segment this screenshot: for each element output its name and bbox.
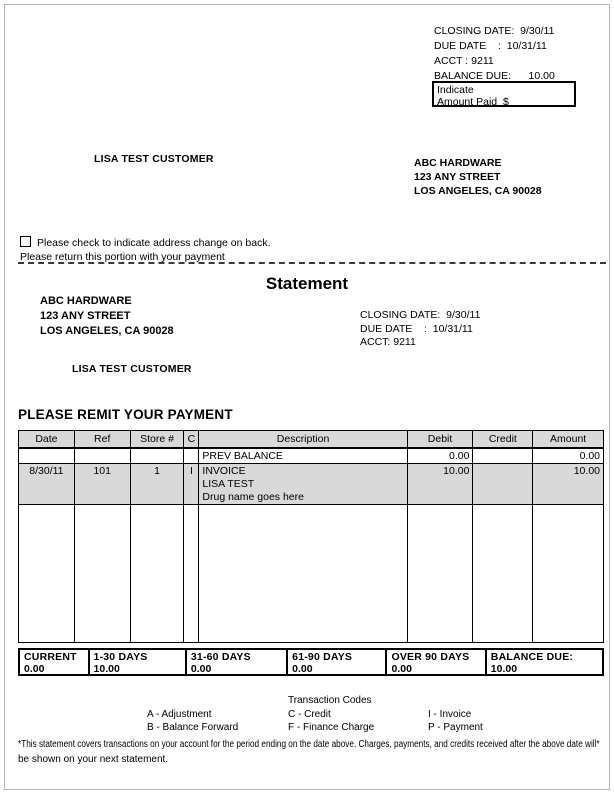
company-address-line: LOS ANGELES, CA 90028 [40, 325, 174, 337]
cell-description: PREV BALANCE [199, 449, 407, 463]
remit-payment-heading: PLEASE REMIT YOUR PAYMENT [18, 407, 233, 422]
aging-value: 0.00 [292, 663, 313, 675]
footnote-line2: be shown on your next statement. [18, 754, 169, 765]
return-portion-label: Please return this portion with your payment [20, 251, 225, 263]
aging-balance-due [487, 650, 602, 674]
cell-code [184, 449, 199, 463]
aging-over-90 [387, 650, 486, 674]
cell-store [131, 449, 185, 463]
aging-value: 10.00 [490, 663, 518, 675]
amount-paid-box[interactable] [432, 81, 576, 107]
cell-code: I [184, 464, 199, 504]
transaction-code: B - Balance Forward [147, 722, 239, 733]
cell-amount: 0.00 [579, 450, 600, 462]
transactions-table [18, 430, 604, 643]
cell-date [19, 449, 75, 463]
cell-date: 8/30/11 [19, 464, 75, 504]
col-header-amount: Amount [550, 433, 587, 445]
statement-closing-date: CLOSING DATE: 9/30/11 [360, 309, 481, 321]
cell-ref [75, 449, 131, 463]
cell-debit: 10.00 [408, 464, 474, 504]
transaction-codes-column [428, 708, 483, 734]
table-row [19, 464, 603, 505]
aging-61-90 [288, 650, 387, 674]
aging-value: 0.00 [24, 663, 45, 675]
stub-due-date: DUE DATE : 10/31/11 [434, 40, 547, 52]
amount-paid-label-line1: Indicate [437, 84, 474, 96]
aging-label: BALANCE DUE: [490, 651, 574, 663]
col-header-credit: Credit [473, 431, 533, 447]
remit-to-address [414, 156, 542, 198]
transaction-code: I - Invoice [428, 709, 472, 720]
tear-off-dashed-line [18, 262, 606, 264]
aging-label: CURRENT [24, 651, 77, 663]
footnote-line1: *This statement covers transactions on your account for the period ending on the date above. Charges, payments, and credits received after the above date will* [18, 739, 600, 750]
description-line: Drug name goes here [202, 491, 304, 503]
transaction-code: F - Finance Charge [288, 722, 375, 733]
description-line: LISA TEST [202, 478, 255, 490]
stub-account-number: ACCT : 9211 [434, 55, 494, 67]
table-row [19, 449, 603, 464]
address-change-checkbox[interactable] [20, 236, 31, 247]
statement-account-info [360, 309, 480, 350]
table-empty-row [19, 505, 603, 642]
cell-description [199, 464, 407, 504]
aging-summary-row [18, 648, 604, 676]
aging-value: 0.00 [391, 663, 412, 675]
stub-customer-name: LISA TEST CUSTOMER [94, 153, 214, 165]
transaction-codes-column [147, 708, 238, 734]
col-header-description: Description [199, 431, 407, 447]
aging-label: 1-30 DAYS [93, 651, 148, 663]
description-line: INVOICE [202, 465, 246, 477]
address-change-row [20, 236, 270, 249]
transaction-codes-title: Transaction Codes [288, 695, 372, 706]
stub-balance-due: BALANCE DUE: 10.00 [434, 70, 555, 82]
aging-1-30 [90, 650, 187, 674]
company-address-line: 123 ANY STREET [40, 310, 131, 322]
transaction-code: A - Adjustment [147, 709, 212, 720]
aging-label: 31-60 DAYS [190, 651, 251, 663]
cell-amount: 10.00 [573, 465, 600, 477]
aging-label: 61-90 DAYS [292, 651, 353, 663]
table-header-row [19, 431, 603, 449]
page-title: Statement [265, 274, 349, 293]
aging-31-60 [187, 650, 288, 674]
col-header-store: Store # [131, 431, 185, 447]
transaction-code: C - Credit [288, 709, 331, 720]
aging-value: 10.00 [93, 663, 120, 675]
col-header-debit: Debit [408, 431, 474, 447]
statement-account-number: ACCT: 9211 [360, 336, 416, 348]
remit-to-line: LOS ANGELES, CA 90028 [414, 185, 542, 197]
col-header-date: Date [19, 431, 75, 447]
statement-due-date: DUE DATE : 10/31/11 [360, 322, 473, 335]
col-header-code: C [184, 431, 199, 447]
stub-account-info [434, 24, 555, 84]
cell-credit [473, 449, 533, 463]
aging-value: 0.00 [190, 663, 212, 675]
transaction-codes-column [288, 708, 374, 734]
cell-store: 1 [131, 464, 185, 504]
company-address-line: ABC HARDWARE [40, 295, 132, 307]
stub-closing-date: CLOSING DATE: 9/30/11 [434, 25, 555, 37]
aging-label: OVER 90 DAYS [391, 651, 470, 663]
address-change-label: Please check to indicate address change on back. [37, 237, 271, 249]
cell-credit [473, 464, 533, 504]
cell-debit: 0.00 [408, 449, 474, 463]
company-address [40, 294, 174, 339]
transaction-code: P - Payment [428, 722, 483, 733]
remit-to-line: 123 ANY STREET [414, 171, 501, 183]
col-header-ref: Ref [75, 431, 131, 447]
amount-paid-label-line2: Amount Paid $ [437, 96, 509, 108]
statement-customer-name: LISA TEST CUSTOMER [72, 363, 192, 375]
cell-ref: 101 [75, 464, 131, 504]
remit-to-line: ABC HARDWARE [414, 157, 502, 169]
aging-current [20, 650, 90, 674]
